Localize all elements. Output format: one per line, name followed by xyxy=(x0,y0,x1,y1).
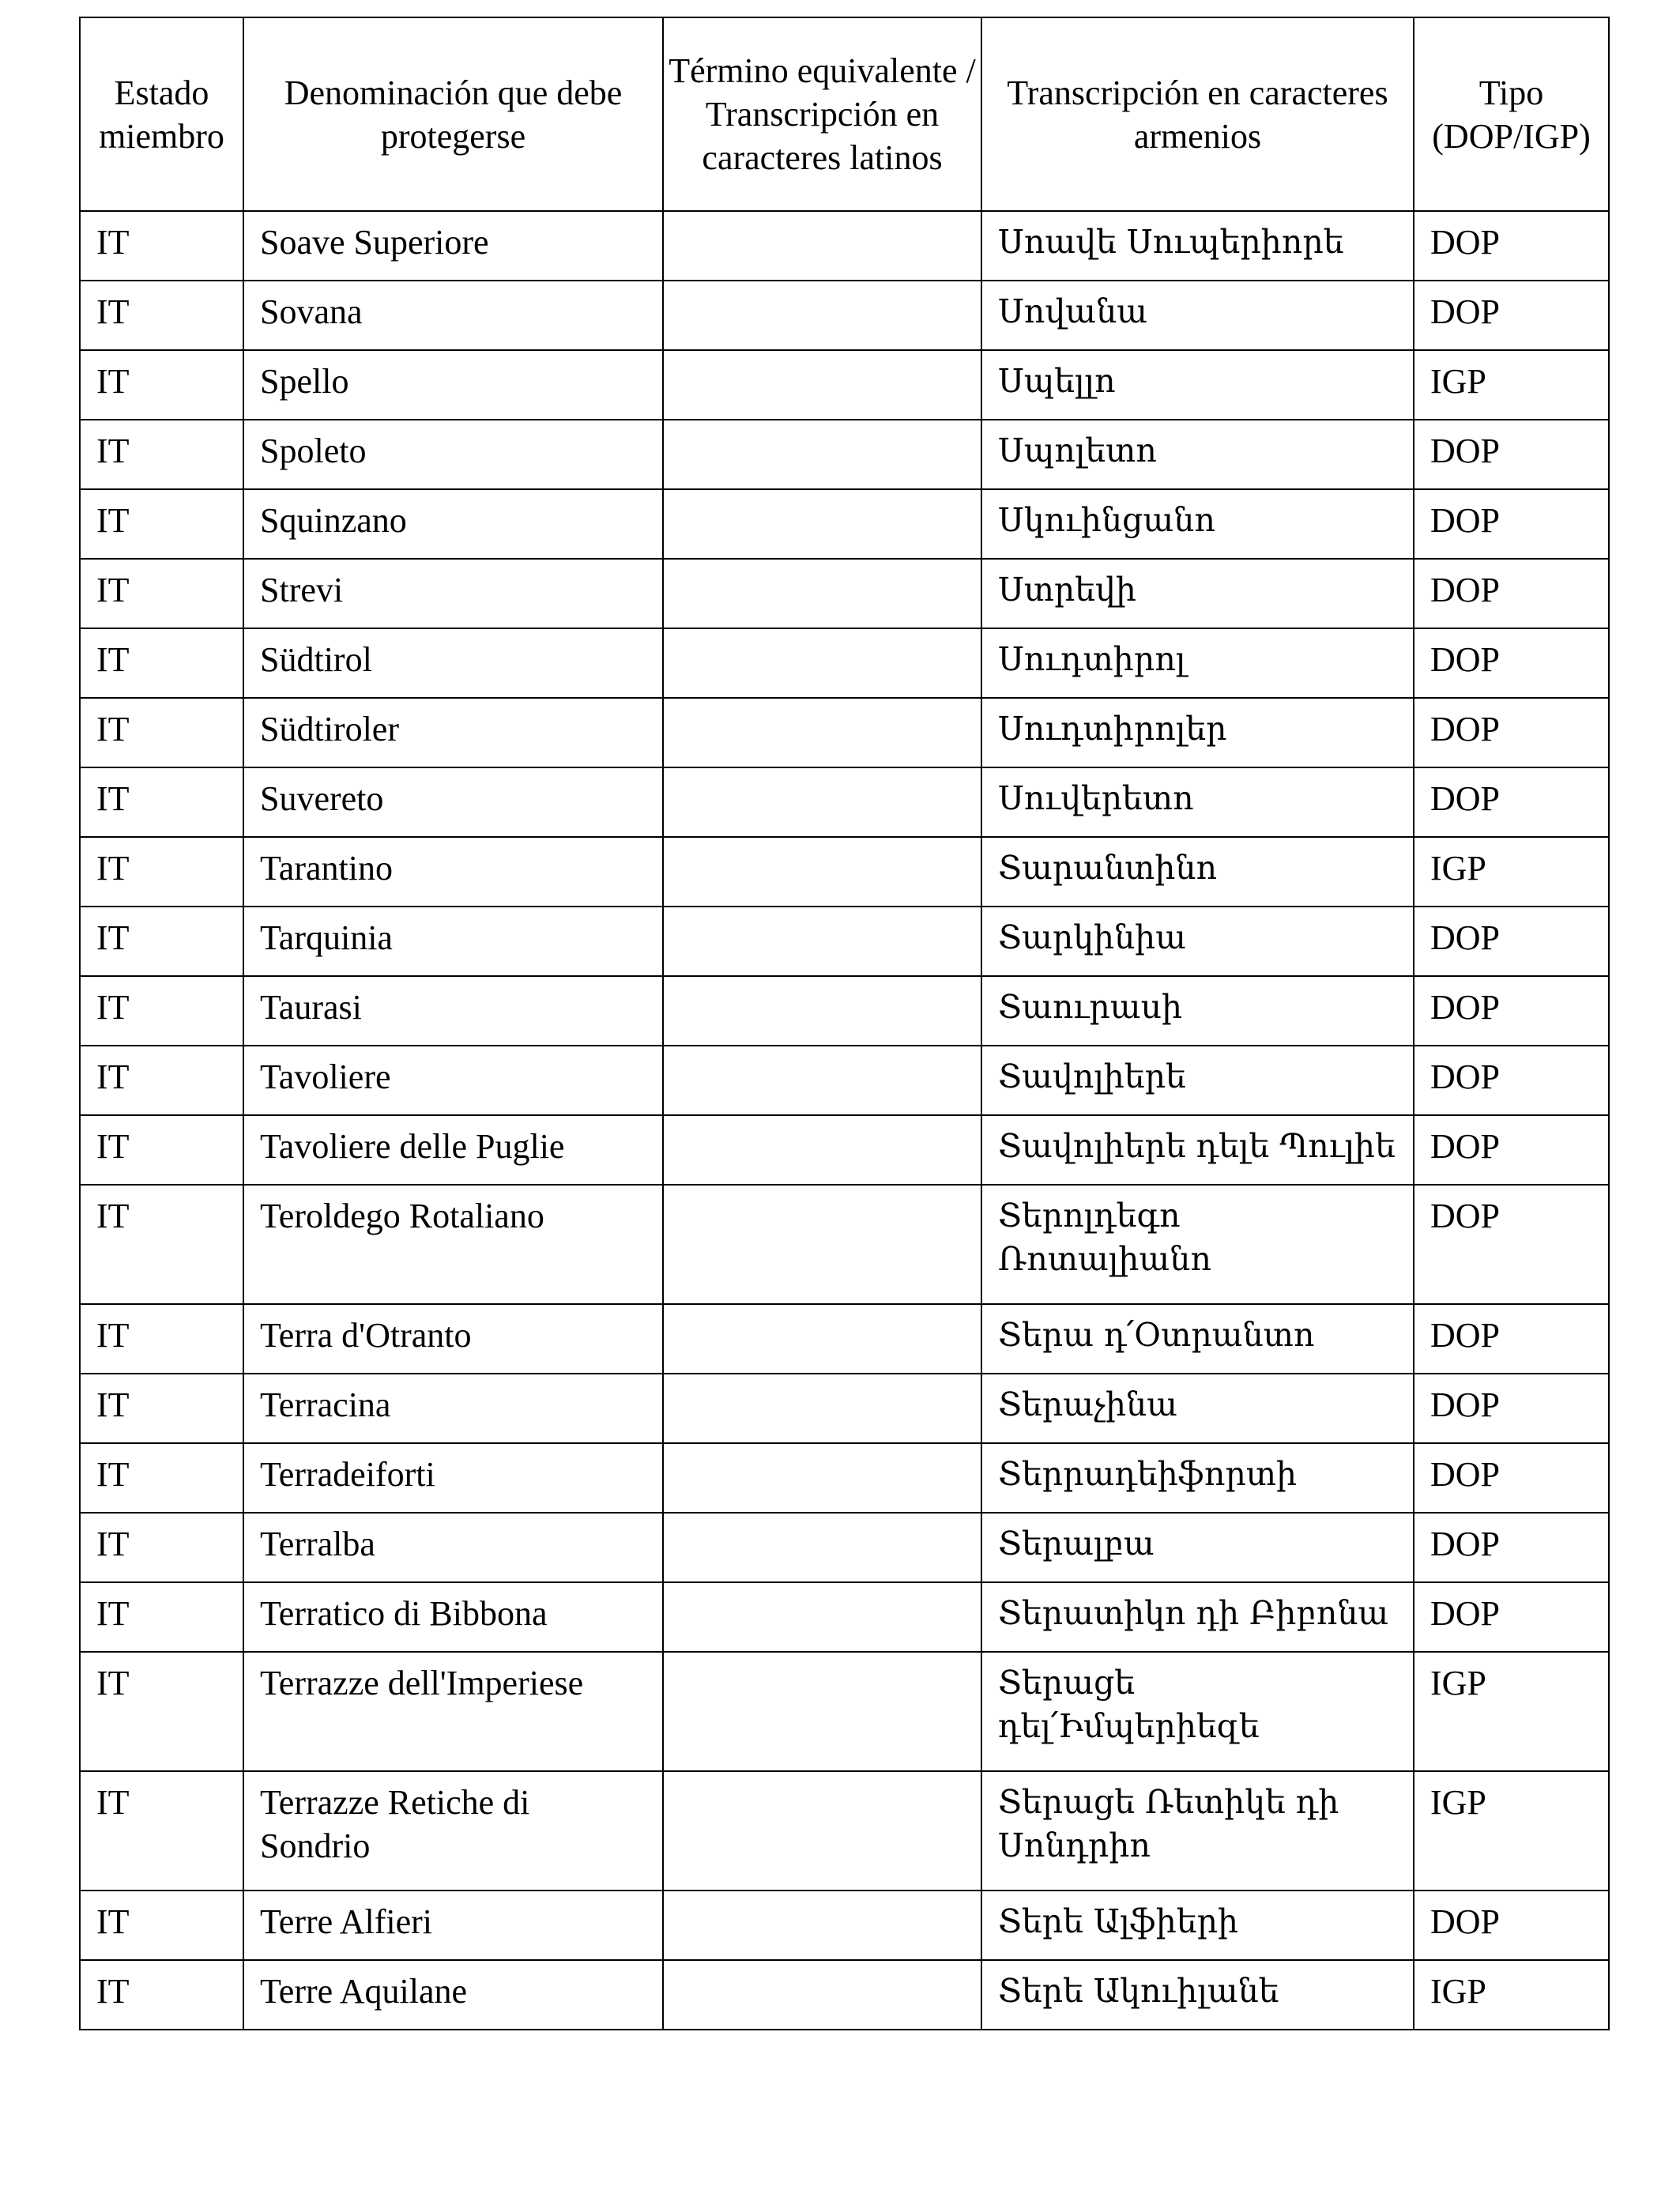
cell-equivalent-term xyxy=(663,1185,981,1304)
cell-member-state: IT xyxy=(80,628,243,698)
cell-equivalent-term xyxy=(663,1960,981,2030)
table-row xyxy=(80,907,1609,976)
cell-member-state: IT xyxy=(80,1771,243,1891)
cell-protected-name: Terradeiforti xyxy=(243,1443,663,1513)
cell-equivalent-term xyxy=(663,628,981,698)
cell-type: DOP xyxy=(1414,1374,1609,1443)
cell-member-state: IT xyxy=(80,350,243,420)
cell-equivalent-term xyxy=(663,1652,981,1771)
table-row xyxy=(80,1304,1609,1374)
cell-type: IGP xyxy=(1414,1771,1609,1891)
cell-member-state: IT xyxy=(80,1374,243,1443)
cell-armenian-transcription: Տերա դ՛Օտրանտո xyxy=(981,1304,1414,1374)
cell-armenian-transcription: Տերացե դել՛Իմպերիեզե xyxy=(981,1652,1414,1771)
cell-type: DOP xyxy=(1414,976,1609,1046)
cell-type: DOP xyxy=(1414,1185,1609,1304)
cell-armenian-transcription: Սպելլո xyxy=(981,350,1414,420)
cell-protected-name: Teroldego Rotaliano xyxy=(243,1185,663,1304)
header-protected-name: Denominación que debe protegerse xyxy=(243,17,663,211)
table-row xyxy=(80,489,1609,559)
cell-armenian-transcription: Տաուրասի xyxy=(981,976,1414,1046)
cell-protected-name: Terra d'Otranto xyxy=(243,1304,663,1374)
cell-equivalent-term xyxy=(663,976,981,1046)
cell-armenian-transcription: Սուդտիրոլ xyxy=(981,628,1414,698)
cell-armenian-transcription: Սուդտիրոլեր xyxy=(981,698,1414,767)
cell-armenian-transcription: Տերե Ակուիլանե xyxy=(981,1960,1414,2030)
cell-protected-name: Sovana xyxy=(243,281,663,350)
table-row xyxy=(80,1771,1609,1891)
cell-equivalent-term xyxy=(663,1513,981,1582)
cell-armenian-transcription: Տերացե Ռետիկե դի Սոնդրիո xyxy=(981,1771,1414,1891)
cell-equivalent-term xyxy=(663,767,981,837)
table-row xyxy=(80,1652,1609,1771)
cell-equivalent-term xyxy=(663,907,981,976)
cell-type: DOP xyxy=(1414,1443,1609,1513)
cell-protected-name: Terre Alfieri xyxy=(243,1891,663,1960)
table-row xyxy=(80,1891,1609,1960)
cell-equivalent-term xyxy=(663,1891,981,1960)
cell-armenian-transcription: Տարկինիա xyxy=(981,907,1414,976)
cell-armenian-transcription: Սոավե Սուպերիորե xyxy=(981,211,1414,281)
header-armenian-transcription: Transcripción en caracteres armenios xyxy=(981,17,1414,211)
cell-equivalent-term xyxy=(663,559,981,628)
cell-armenian-transcription: Տերե Ալֆիերի xyxy=(981,1891,1414,1960)
table-row xyxy=(80,1115,1609,1185)
cell-member-state: IT xyxy=(80,211,243,281)
cell-member-state: IT xyxy=(80,1046,243,1115)
cell-protected-name: Tarquinia xyxy=(243,907,663,976)
cell-type: DOP xyxy=(1414,1046,1609,1115)
cell-equivalent-term xyxy=(663,350,981,420)
cell-type: DOP xyxy=(1414,211,1609,281)
table-row xyxy=(80,1582,1609,1652)
cell-member-state: IT xyxy=(80,1304,243,1374)
cell-armenian-transcription: Սովանա xyxy=(981,281,1414,350)
cell-equivalent-term xyxy=(663,1771,981,1891)
header-member-state: Estado miembro xyxy=(80,17,243,211)
cell-type: DOP xyxy=(1414,698,1609,767)
header-equivalent-term: Término equivalente / Transcripción en caracteres latinos xyxy=(663,17,981,211)
table-row xyxy=(80,559,1609,628)
cell-protected-name: Tavoliere xyxy=(243,1046,663,1115)
cell-protected-name: Terracina xyxy=(243,1374,663,1443)
cell-armenian-transcription: Տերաչինա xyxy=(981,1374,1414,1443)
cell-member-state: IT xyxy=(80,1185,243,1304)
cell-equivalent-term xyxy=(663,1582,981,1652)
cell-protected-name: Strevi xyxy=(243,559,663,628)
cell-type: IGP xyxy=(1414,837,1609,907)
cell-armenian-transcription: Տարանտինո xyxy=(981,837,1414,907)
cell-member-state: IT xyxy=(80,1115,243,1185)
cell-protected-name: Tarantino xyxy=(243,837,663,907)
cell-protected-name: Spoleto xyxy=(243,420,663,489)
cell-type: DOP xyxy=(1414,559,1609,628)
table-row xyxy=(80,1960,1609,2030)
cell-armenian-transcription: Տերոլդեգո Ռոտալիանո xyxy=(981,1185,1414,1304)
cell-type: DOP xyxy=(1414,907,1609,976)
cell-member-state: IT xyxy=(80,489,243,559)
cell-equivalent-term xyxy=(663,1046,981,1115)
table-row xyxy=(80,281,1609,350)
table-row xyxy=(80,837,1609,907)
cell-protected-name: Taurasi xyxy=(243,976,663,1046)
cell-equivalent-term xyxy=(663,420,981,489)
cell-type: IGP xyxy=(1414,1652,1609,1771)
table-row xyxy=(80,1443,1609,1513)
table-body xyxy=(80,211,1609,2030)
table-row xyxy=(80,1374,1609,1443)
cell-equivalent-term xyxy=(663,1115,981,1185)
cell-type: DOP xyxy=(1414,489,1609,559)
cell-armenian-transcription: Տավոլիերե դելե Պուլիե xyxy=(981,1115,1414,1185)
cell-member-state: IT xyxy=(80,1960,243,2030)
cell-equivalent-term xyxy=(663,1304,981,1374)
cell-type: DOP xyxy=(1414,1513,1609,1582)
cell-type: IGP xyxy=(1414,1960,1609,2030)
cell-equivalent-term xyxy=(663,211,981,281)
cell-protected-name: Terralba xyxy=(243,1513,663,1582)
cell-protected-name: Terratico di Bibbona xyxy=(243,1582,663,1652)
table-row xyxy=(80,698,1609,767)
cell-type: DOP xyxy=(1414,1582,1609,1652)
cell-type: DOP xyxy=(1414,1304,1609,1374)
cell-member-state: IT xyxy=(80,1443,243,1513)
cell-armenian-transcription: Սկուինցանո xyxy=(981,489,1414,559)
cell-member-state: IT xyxy=(80,837,243,907)
cell-type: DOP xyxy=(1414,281,1609,350)
cell-member-state: IT xyxy=(80,698,243,767)
table-row xyxy=(80,211,1609,281)
table-row xyxy=(80,1185,1609,1304)
table-row xyxy=(80,976,1609,1046)
cell-armenian-transcription: Սուվերետո xyxy=(981,767,1414,837)
cell-protected-name: Terrazze dell'Imperiese xyxy=(243,1652,663,1771)
cell-protected-name: Terre Aquilane xyxy=(243,1960,663,2030)
cell-protected-name: Südtiroler xyxy=(243,698,663,767)
cell-protected-name: Terrazze Retiche di Sondrio xyxy=(243,1771,663,1891)
cell-protected-name: Spello xyxy=(243,350,663,420)
cell-armenian-transcription: Սպոլետո xyxy=(981,420,1414,489)
cell-protected-name: Squinzano xyxy=(243,489,663,559)
table-row xyxy=(80,628,1609,698)
cell-type: DOP xyxy=(1414,420,1609,489)
cell-member-state: IT xyxy=(80,1582,243,1652)
cell-equivalent-term xyxy=(663,489,981,559)
table-row xyxy=(80,350,1609,420)
cell-equivalent-term xyxy=(663,281,981,350)
header-type: Tipo (DOP/IGP) xyxy=(1414,17,1609,211)
cell-equivalent-term xyxy=(663,837,981,907)
cell-member-state: IT xyxy=(80,1513,243,1582)
cell-member-state: IT xyxy=(80,907,243,976)
cell-armenian-transcription: Տերրադեիֆորտի xyxy=(981,1443,1414,1513)
cell-type: DOP xyxy=(1414,628,1609,698)
table-row xyxy=(80,1513,1609,1582)
table-row xyxy=(80,1046,1609,1115)
cell-protected-name: Tavoliere delle Puglie xyxy=(243,1115,663,1185)
cell-member-state: IT xyxy=(80,767,243,837)
cell-armenian-transcription: Տերալբա xyxy=(981,1513,1414,1582)
cell-type: DOP xyxy=(1414,767,1609,837)
table-header-row xyxy=(80,17,1609,211)
table-row xyxy=(80,767,1609,837)
cell-protected-name: Soave Superiore xyxy=(243,211,663,281)
cell-protected-name: Südtirol xyxy=(243,628,663,698)
cell-type: IGP xyxy=(1414,350,1609,420)
cell-armenian-transcription: Տավոլիերե xyxy=(981,1046,1414,1115)
cell-member-state: IT xyxy=(80,1891,243,1960)
cell-member-state: IT xyxy=(80,1652,243,1771)
cell-equivalent-term xyxy=(663,1443,981,1513)
cell-member-state: IT xyxy=(80,281,243,350)
cell-member-state: IT xyxy=(80,420,243,489)
cell-equivalent-term xyxy=(663,698,981,767)
cell-member-state: IT xyxy=(80,976,243,1046)
cell-protected-name: Suvereto xyxy=(243,767,663,837)
cell-equivalent-term xyxy=(663,1374,981,1443)
designations-table xyxy=(79,17,1610,2030)
cell-member-state: IT xyxy=(80,559,243,628)
cell-armenian-transcription: Ստրեվի xyxy=(981,559,1414,628)
table-row xyxy=(80,420,1609,489)
cell-type: DOP xyxy=(1414,1115,1609,1185)
cell-armenian-transcription: Տերատիկո դի Բիբոնա xyxy=(981,1582,1414,1652)
cell-type: DOP xyxy=(1414,1891,1609,1960)
